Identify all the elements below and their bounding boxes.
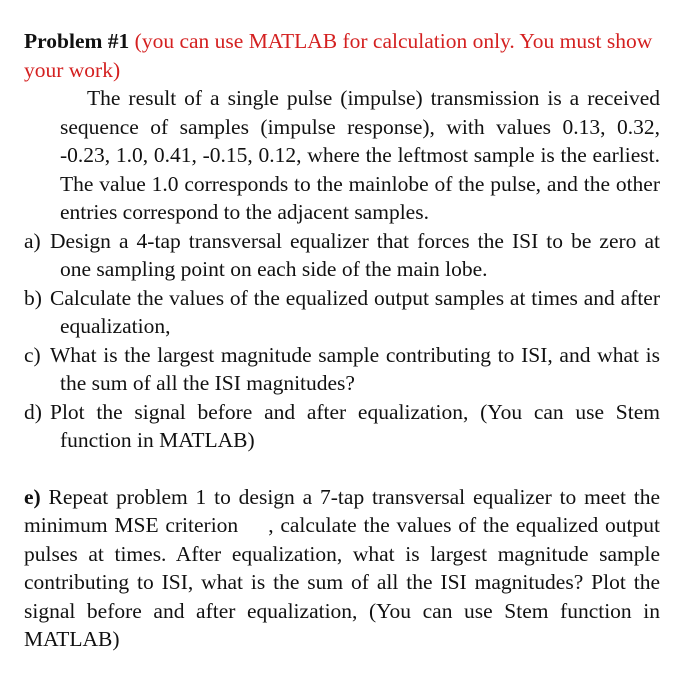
parts-list bbox=[24, 227, 660, 455]
part-e-label: e) bbox=[24, 484, 41, 509]
problem-intro bbox=[24, 84, 660, 227]
part-e bbox=[24, 483, 660, 654]
section-gap bbox=[24, 455, 660, 483]
part-c bbox=[24, 341, 660, 398]
part-d bbox=[24, 398, 660, 455]
part-b-label: b) bbox=[24, 285, 42, 310]
part-e-text-before: Repeat problem 1 to design a 7-tap transversal equalizer to meet the minimum MSE criterion bbox=[24, 484, 661, 537]
problem-intro-text: The result of a single pulse (impulse) transmission is a received sequence of samples (impulse response), with values 0.13, 0.32, -0.23, 1.0, 0.41, -0.15, 0.12, where the leftmost sample is the earliest. The value 1.0 corresponds to the mainlobe of the pulse, and the other entries correspond to the adjacent samples. bbox=[60, 86, 660, 224]
part-d-label: d) bbox=[24, 399, 42, 424]
part-e-text-after: , calculate the values of the equalized output pulses at times. After equalization, what is largest magnitude sample contributing to ISI, what is the sum of all the ISI magnitudes? Plot the signal before and after equalization, (You can use Stem function in MATLAB) bbox=[24, 513, 660, 651]
part-c-text: What is the largest magnitude sample contributing to ISI, and what is the sum of all the ISI magnitudes? bbox=[50, 342, 660, 395]
part-b bbox=[24, 284, 660, 341]
part-a-text: Design a 4-tap transversal equalizer that forces the ISI to be zero at one sampling point on each side of the main lobe. bbox=[50, 228, 660, 281]
part-a bbox=[24, 227, 660, 284]
problem-note: (you can use MATLAB for calculation only. You must show your work) bbox=[24, 29, 653, 82]
problem-heading bbox=[24, 27, 660, 84]
part-a-label: a) bbox=[24, 228, 41, 253]
part-b-text: Calculate the values of the equalized output samples at times and after equalization, bbox=[50, 285, 660, 338]
problem-title: Problem #1 bbox=[24, 29, 130, 53]
part-d-text: Plot the signal before and after equalization, (You can use Stem function in MATLAB) bbox=[50, 399, 660, 452]
part-c-label: c) bbox=[24, 342, 41, 367]
